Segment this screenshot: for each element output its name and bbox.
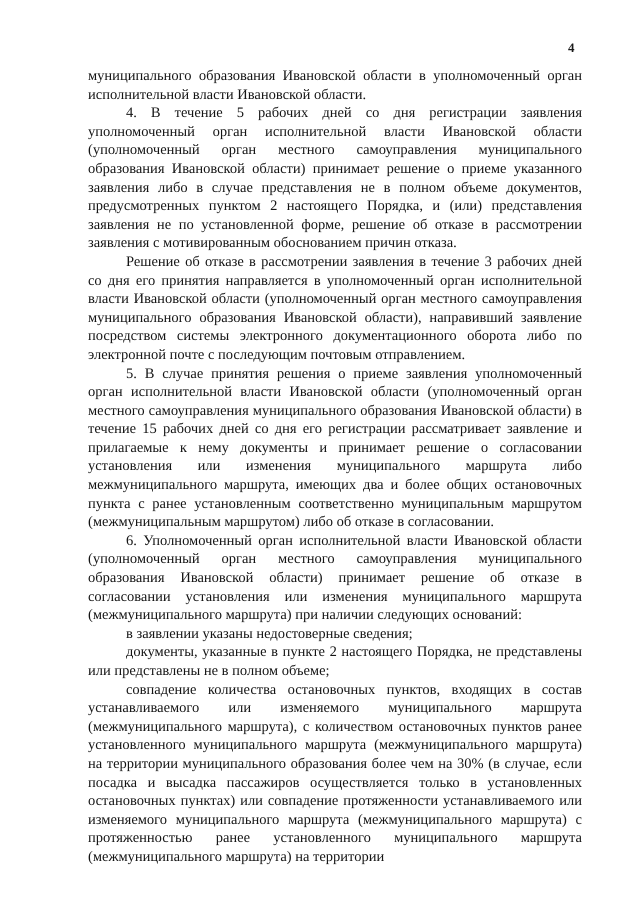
document-body (88, 67, 582, 867)
paragraph-continuation: муниципального образования Ивановской области в уполномоченный орган исполнительной власти Ивановской области. (88, 68, 582, 103)
paragraph-ground-unreliable-info: в заявлении указаны недостоверные сведения; (126, 625, 413, 642)
paragraph-item-5: 5. В случае принятия решения о приеме заявления уполномоченный орган исполнительной власти Ивановской области (уполномоченный орган местного самоуправления муниципального образования Ивановской области) в течение 15 рабочих дней со дня его регистрации рассматривает заявление и прилагаемые к нему документы и принимает решение о согласовании установления или изменения муниципального маршрута либо межмуниципального маршрута, имеющих два и более общих остановочных пункта с ранее установленным соответственно муниципальным маршрутом (межмуниципальным маршрутом) либо об отказе в согласовании. (88, 365, 582, 531)
paragraph-ground-stop-overlap: совпадение количества остановочных пунктов, входящих в состав устанавливаемого или изменяемого муниципального маршрута (межмуниципального маршрута), с количеством остановочных пунктов ранее установленного муниципального маршрута (межмуниципального маршрута) на территории муниципального образования более чем на 30% (в случае, если посадка и высадка пассажиров осуществляется только в установленных остановочных пунктах) или совпадение протяженности устанавливаемого или изменяемого муниципального маршрута (межмуниципального маршрута) с протяженностью ранее установленного муниципального маршрута (межмуниципального маршрута) на территории (88, 681, 582, 865)
paragraph-item-4: 4. В течение 5 рабочих дней со дня регистрации заявления уполномоченный орган исполнительной власти Ивановской области (уполномоченный орган местного самоуправления муниципального образования Ивановской области) принимает решение о приеме указанного заявления либо в случае представления не в полном объеме документов, предусмотренных пунктом 2 настоящего Порядка, и (или) представления заявления не по установленной форме, решение об отказе в рассмотрении заявления с мотивированным обоснованием причин отказа. (88, 105, 582, 252)
paragraph-item-6: 6. Уполномоченный орган исполнительной власти Ивановской области (уполномоченный орган местного самоуправления муниципального образования Ивановской области) принимает решение об отказе в согласовании установления или изменения муниципального маршрута (межмуниципального маршрута) при наличии следующих оснований: (88, 532, 582, 624)
page-number: 4 (568, 40, 575, 55)
paragraph-ground-missing-documents: документы, указанные в пункте 2 настоящего Порядка, не представлены или представлены не в полном объеме; (88, 644, 582, 679)
paragraph-refusal-notice: Решение об отказе в рассмотрении заявления в течение 3 рабочих дней со дня его принятия направляется в уполномоченный орган исполнительной власти Ивановской области (уполномоченный орган местного самоуправления муниципального образования Ивановской области), направивший заявление посредством системы электронного документационного оборота либо по электронной почте с последующим почтовым отправлением. (88, 253, 582, 363)
